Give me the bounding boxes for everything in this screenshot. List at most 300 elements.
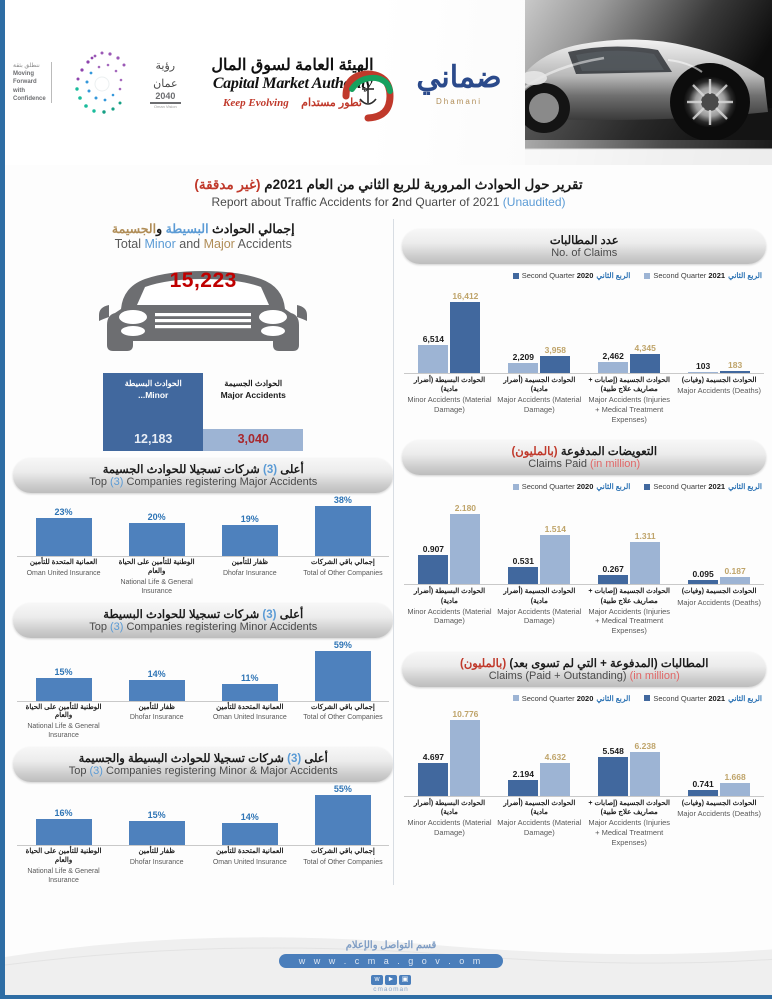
legend-swatch-2021 — [644, 695, 650, 701]
moving-forward-line2: with Confidence — [13, 87, 46, 102]
report-title-en-post: nd Quarter of 2021 — [398, 195, 503, 209]
x-tick-ar: الحوادث البسيطة (أضرار مادية) — [413, 799, 486, 816]
x-tick-en: Dhofar Insurance — [129, 859, 184, 867]
x-tick-ar: الحوادث الجسيمة (وفيات) — [681, 377, 757, 384]
footer-content — [5, 940, 772, 993]
legend-swatch-2020 — [513, 695, 519, 701]
x-tick-en: Minor Accidents (Material Damage) — [407, 818, 492, 837]
bar-value-label: 59% — [333, 639, 352, 650]
chart-x-axis — [404, 799, 764, 847]
bar-2021[interactable] — [688, 372, 718, 373]
bar-2020[interactable] — [540, 535, 570, 584]
x-tick-en: Major Accidents (Injuries + Medical Treatment Expenses) — [588, 606, 671, 636]
bar[interactable] — [129, 523, 185, 556]
report-title-ar-note: (غير مدققة) — [194, 177, 261, 192]
legend-label-2020-en: Second Quarter 2020 — [521, 693, 594, 703]
x-tick-ar: العمانية المتحدة للتأمين — [216, 703, 284, 711]
bar-2021[interactable] — [598, 575, 628, 584]
title-ar-main: المطالبات (المدفوعة + التي لم تسوى بعد) — [506, 657, 709, 670]
instagram-icon[interactable]: ▣ — [399, 975, 411, 985]
bar-2020[interactable] — [540, 763, 570, 796]
minor-accidents-caption — [103, 373, 203, 429]
chart-plot-area — [17, 495, 389, 557]
bar-column — [203, 784, 296, 845]
cma-name-en: Capital Market Authority — [212, 74, 373, 92]
bar-value-label-2020: 1.668 — [724, 771, 746, 782]
x-axis-tick — [110, 704, 203, 741]
bar[interactable] — [129, 821, 185, 845]
bar[interactable] — [129, 680, 185, 701]
x-tick-ar: الوطنية للتأمين على الحياة والعام — [118, 559, 195, 575]
title-en-main: Claims Paid — [528, 458, 591, 471]
bar-column — [17, 640, 110, 701]
major-accidents-block — [203, 373, 303, 451]
bar-item-2021 — [598, 705, 628, 796]
title-ar-num: (3) — [287, 753, 302, 766]
cma-tagline-en: Keep Evolving — [223, 96, 289, 109]
legend-item-2020[interactable] — [513, 271, 631, 280]
report-title-en-note: (Unaudited) — [502, 195, 566, 209]
x-tick-en: Dhofar Insurance — [222, 569, 277, 577]
x-tick-ar: الحوادث البسيطة (أضرار مادية) — [413, 588, 486, 605]
chart-title-en — [412, 670, 756, 682]
title-en-post: Companies registering Major Accidents — [123, 476, 318, 488]
title-en-main: No. of Claims — [551, 247, 618, 259]
bar-item-2021 — [418, 493, 448, 584]
legend-label-2020-ar: الربع الثاني — [596, 271, 631, 280]
legend-label-2020-ar: الربع الثاني — [596, 482, 631, 492]
header-banner — [5, 0, 772, 165]
x-tick-ar: ظفار للتأمين — [138, 703, 175, 711]
x-axis-tick — [404, 799, 494, 847]
bar-2021[interactable] — [688, 790, 718, 796]
title-ar-note: (بالمليون) — [511, 446, 558, 459]
grouped-bar-chart — [402, 266, 766, 424]
x-tick-en: Major Accidents (Injuries + Medical Treatment Expenses) — [588, 395, 671, 424]
right-chart-2 — [402, 440, 766, 635]
x-tick-ar: الحوادث الجسيمة (أضرار مادية) — [503, 377, 576, 394]
bar-value-label-2020: 3,958 — [544, 345, 566, 355]
bar-item-2021 — [688, 705, 718, 796]
title-ar-post: شركات تسجيلا للحوادث الجسيمة — [102, 464, 263, 476]
x-axis-tick — [203, 704, 296, 741]
bar[interactable] — [36, 518, 92, 556]
x-tick-en: Oman United Insurance — [26, 569, 101, 577]
title-en-main: Claims (Paid + Outstanding) — [488, 669, 630, 682]
x-tick-ar: ظفار للتأمين — [138, 848, 175, 856]
legend-label-2021-ar: الربع الثاني — [728, 693, 762, 703]
x-tick-ar: الوطنية للتأمين على الحياة والعام — [25, 703, 102, 720]
minor-major-split — [13, 373, 393, 451]
x-tick-en: Major Accidents (Deaths) — [677, 808, 761, 818]
bar-2020[interactable] — [450, 302, 480, 373]
legend-item-2021[interactable] — [644, 482, 762, 491]
bar-value-label: 11% — [241, 672, 259, 683]
footer-department: قسم التواصل والإعلام — [345, 940, 437, 951]
bar-2021[interactable] — [688, 580, 718, 584]
title-ar-post: شركات تسجيلا للحوادث البسيطة — [103, 608, 263, 621]
report-title-ar-main: تقرير حول الحوادث المرورية للربع الثاني من العام 2021م — [264, 177, 583, 192]
bar-value-label-2021: 103 — [695, 361, 711, 371]
chart-plot-area — [17, 784, 389, 846]
legend-swatch-2020 — [513, 273, 519, 279]
dhamani-logo — [404, 60, 514, 106]
oman-vision-2040-logo — [13, 40, 181, 126]
bar-value-label-2020: 183 — [727, 360, 743, 370]
left-chart-1 — [13, 458, 393, 596]
chart-plot-area — [17, 640, 389, 702]
bar[interactable] — [222, 525, 278, 556]
title-ar-num: (3) — [262, 464, 278, 476]
x-axis-tick — [17, 704, 110, 741]
report-title-en-bold: 2 — [392, 195, 399, 209]
total-ar-minor: البسيطة — [165, 222, 209, 236]
x-tick-en: Oman United Insurance — [212, 714, 287, 722]
major-label-en: Major Accidents — [220, 389, 286, 400]
title-ar-num: (3) — [262, 608, 277, 621]
bar-column — [203, 640, 296, 701]
legend-item-2020[interactable] — [513, 694, 631, 703]
total-accidents-heading — [13, 221, 393, 251]
chart-title-pill — [13, 458, 393, 493]
bar-value-label-2020: 4.632 — [544, 751, 566, 762]
bar-item-2021 — [598, 282, 628, 373]
bar[interactable] — [315, 795, 371, 845]
bar-2021[interactable] — [598, 757, 628, 796]
bar-2021[interactable] — [598, 362, 628, 373]
bar-value-label-2021: 5.548 — [602, 745, 624, 756]
right-charts-container — [402, 229, 766, 847]
right-chart-1 — [402, 229, 766, 424]
bar-item-2021 — [688, 493, 718, 584]
bar-item-2020 — [450, 282, 480, 373]
bar[interactable] — [315, 506, 371, 556]
legend-label-2021-ar: الربع الثاني — [728, 482, 762, 492]
right-column — [393, 219, 766, 885]
bar-value-label-2020: 0.187 — [724, 566, 746, 577]
title-en-pre: Top — [89, 620, 110, 633]
x-axis-tick — [584, 376, 674, 424]
legend-label-2021-en: Second Quarter 2021 — [653, 693, 726, 703]
bar-column — [296, 495, 389, 556]
x-tick-en: Major Accidents (Material Damage) — [497, 606, 582, 626]
x-tick-ar: إجمالي باقي الشركات — [311, 559, 375, 566]
x-axis-tick — [296, 848, 389, 885]
moving-forward-line1: Moving Forward — [13, 71, 37, 86]
x-axis-tick — [17, 559, 110, 596]
title-ar-main: عدد المطالبات — [549, 235, 619, 247]
x-axis-tick — [584, 799, 674, 847]
x-tick-en: Dhofar Insurance — [129, 714, 184, 722]
bar[interactable] — [222, 823, 278, 845]
bar-group — [404, 282, 494, 373]
vision-swirl-icon — [58, 40, 144, 126]
minor-label-ar: الحوادث البسيطة — [124, 379, 182, 388]
bar-value-label-2020: 1.311 — [634, 531, 656, 542]
bar-column — [296, 784, 389, 845]
legend-label-2021-en: Second Quarter 2021 — [653, 271, 726, 280]
bar-item-2021 — [508, 282, 538, 373]
chart-x-axis — [404, 376, 764, 424]
x-axis-tick — [296, 704, 389, 741]
cma-name-ar: الهيئة العامة لسوق المال — [211, 56, 374, 74]
bar-item-2020 — [540, 493, 570, 584]
total-en-1: Total — [114, 237, 145, 251]
chart-title-ar — [23, 751, 383, 765]
bar-group — [494, 282, 584, 373]
bar-item-2021 — [508, 705, 538, 796]
title-en-note: (in million) — [629, 669, 680, 682]
bar-item-2021 — [598, 493, 628, 584]
bar-group — [404, 493, 494, 584]
bar[interactable] — [36, 678, 92, 701]
chart-title-ar — [412, 233, 756, 247]
bar-item-2021 — [418, 282, 448, 373]
major-label-ar: الحوادث الجسيمة — [224, 379, 283, 388]
chart-title-ar — [23, 607, 383, 621]
major-accidents-value: 3,040 — [203, 429, 303, 451]
content-columns — [5, 217, 772, 885]
bar-value-label-2021: 4.697 — [422, 751, 445, 762]
x-tick-ar: العمانية المتحدة للتأمين — [216, 848, 284, 856]
bar-2020[interactable] — [450, 514, 480, 584]
bar[interactable] — [315, 651, 371, 701]
x-axis-tick — [110, 559, 203, 596]
logo-group — [5, 0, 525, 165]
bar[interactable] — [36, 819, 92, 845]
bar-2021[interactable] — [418, 345, 448, 373]
chart-title-ar — [23, 462, 383, 476]
bar-value-label-2020: 10.776 — [452, 708, 479, 719]
x-tick-en: Oman United Insurance — [212, 859, 287, 867]
x-axis-tick — [203, 848, 296, 885]
youtube-icon[interactable]: ► — [385, 975, 397, 985]
x-tick-en: National Life & General Insurance — [120, 578, 193, 595]
bar-value-label-2020: 6.238 — [634, 740, 656, 751]
oman-emblem-icon — [338, 69, 396, 123]
bar-value-label-2021: 6,514 — [422, 334, 445, 344]
cma-tagline-ar: تطور مستدام — [301, 96, 362, 109]
bar-column — [203, 495, 296, 556]
legend-label-2020-en: Second Quarter 2020 — [521, 271, 594, 280]
x-axis-tick — [674, 799, 764, 847]
chart-title-en — [412, 458, 756, 470]
x-tick-en: Minor Accidents (Material Damage) — [407, 606, 492, 626]
bar-2020[interactable] — [630, 354, 660, 373]
bar-item-2020 — [630, 493, 660, 584]
legend-swatch-2021 — [644, 273, 650, 279]
major-accidents-caption — [203, 373, 303, 429]
footer-handle: cmaoman — [373, 986, 409, 993]
bar-item-2020 — [540, 282, 570, 373]
bar-column — [17, 784, 110, 845]
left-charts-container — [13, 458, 393, 885]
x-tick-ar: الحوادث الجسيمة (إصابات + مصاريف علاج طبية) — [588, 377, 670, 394]
bar-value-label-2021: 2,462 — [602, 351, 624, 361]
bar-2021[interactable] — [418, 763, 448, 796]
bar-value-label: 20% — [147, 512, 166, 522]
x-axis-tick — [584, 587, 674, 635]
bar-chart — [13, 784, 393, 885]
bar-item-2021 — [688, 282, 718, 373]
bar-item-2021 — [418, 705, 448, 796]
x-tick-en: Major Accidents (Material Damage) — [497, 818, 582, 837]
x-tick-ar: العمانية المتحدة للتأمين — [29, 559, 98, 566]
bar-item-2020 — [720, 282, 750, 373]
bar-column — [110, 640, 203, 701]
chart-plot-area — [404, 282, 764, 374]
total-en-minor: Minor — [144, 237, 176, 251]
x-axis-tick — [404, 587, 494, 635]
x-tick-en: Minor Accidents (Material Damage) — [407, 395, 492, 414]
bar-value-label-2020: 16,412 — [452, 291, 479, 301]
chart-x-axis — [17, 848, 389, 885]
minor-accidents-value: 12,183 — [103, 429, 203, 451]
chart-x-axis — [404, 587, 764, 635]
bar-value-label-2021: 2,209 — [512, 352, 534, 362]
bar-value-label: 14% — [147, 668, 166, 679]
x-tick-en: National Life & General Insurance — [27, 867, 100, 884]
bar-item-2020 — [450, 493, 480, 584]
bar-2021[interactable] — [508, 363, 538, 373]
total-accidents-heading-en — [13, 237, 393, 251]
bar-2020[interactable] — [450, 720, 480, 796]
x-tick-ar: الحوادث الجسيمة (أضرار مادية) — [503, 799, 576, 816]
bar-value-label-2020: 2.180 — [454, 503, 477, 514]
chart-plot-area — [404, 705, 764, 797]
title-ar-pre: أعلى — [277, 464, 304, 476]
legend-item-2021[interactable] — [644, 271, 762, 280]
chart-title-pill — [402, 229, 766, 264]
x-axis-tick — [110, 848, 203, 885]
legend-label-2020-ar: الربع الثاني — [596, 693, 631, 703]
bar-item-2020 — [450, 705, 480, 796]
bar[interactable] — [222, 684, 278, 701]
chart-legend — [404, 482, 762, 491]
legend-label-2020-en: Second Quarter 2020 — [521, 482, 594, 492]
bar-value-label: 15% — [147, 810, 166, 821]
title-en-pre: Top — [68, 765, 90, 778]
footer-website-link[interactable]: w w w . c m a . g o v . o m — [279, 954, 504, 968]
title-ar-main: التعويضات المدفوعة — [557, 446, 658, 459]
chart-title-pill — [13, 603, 393, 638]
bar-column — [17, 495, 110, 556]
bar-value-label: 23% — [54, 507, 73, 517]
x-tick-en: Total of Other Companies — [303, 859, 383, 867]
footer-social-icons — [5, 968, 772, 986]
x-tick-en: Major Accidents (Material Damage) — [497, 395, 582, 414]
bar-value-label-2021: 0.741 — [692, 778, 714, 789]
x-axis-tick — [494, 587, 584, 635]
bar-2021[interactable] — [418, 555, 448, 584]
vision-sub: Oman Vision — [153, 103, 177, 109]
total-accidents-value: 15,223 — [169, 269, 237, 292]
x-tick-en: Major Accidents (Deaths) — [677, 597, 761, 607]
dhamani-ar: ضماني — [416, 60, 502, 94]
bar-value-label: 55% — [333, 784, 352, 795]
chart-title-pill — [402, 440, 766, 475]
title-en-num: (3) — [110, 620, 124, 633]
title-ar-note: (بالمليون) — [460, 657, 507, 670]
right-chart-3 — [402, 652, 766, 847]
left-chart-3 — [13, 747, 393, 885]
bar-column — [110, 495, 203, 556]
legend-item-2021[interactable] — [644, 694, 762, 703]
legend-swatch-2020 — [513, 484, 519, 490]
legend-label-2021-en: Second Quarter 2021 — [653, 482, 726, 492]
chart-legend — [404, 271, 762, 280]
grouped-bar-chart — [402, 477, 766, 635]
x-axis-tick — [674, 587, 764, 635]
bar-group — [494, 493, 584, 584]
x-tick-ar: الحوادث البسيطة (أضرار مادية) — [413, 377, 486, 394]
total-accidents-heading-ar — [13, 221, 393, 236]
bar-2020[interactable] — [540, 356, 570, 373]
minor-accidents-block — [103, 373, 203, 451]
bar-value-label: 16% — [54, 808, 73, 819]
bar-item-2020 — [630, 705, 660, 796]
bar-chart — [13, 640, 393, 741]
bar-value-label-2021: 0.531 — [512, 556, 534, 567]
bar-group — [404, 705, 494, 796]
x-axis-tick — [17, 848, 110, 885]
legend-label-2021-ar: الربع الثاني — [728, 271, 762, 280]
bar-2021[interactable] — [508, 567, 538, 584]
bar-item-2020 — [720, 705, 750, 796]
moving-forward-ar: ننطلق بثقة — [13, 63, 40, 70]
chart-title-en — [23, 765, 383, 777]
bar-2021[interactable] — [508, 780, 538, 796]
bar-2020[interactable] — [720, 371, 750, 373]
legend-item-2020[interactable] — [513, 482, 631, 491]
left-chart-2 — [13, 603, 393, 741]
bar-2020[interactable] — [630, 752, 660, 796]
bar-2020[interactable] — [720, 577, 750, 584]
twitter-icon[interactable]: w — [371, 975, 383, 985]
bar-group — [584, 282, 674, 373]
chart-title-pill — [13, 747, 393, 782]
report-title-en-pre: Report about Traffic Accidents for — [211, 195, 393, 209]
bar-2020[interactable] — [630, 542, 660, 584]
bar-value-label-2020: 4,345 — [634, 343, 656, 353]
chart-title-pill — [402, 652, 766, 687]
bar-column — [296, 640, 389, 701]
left-column — [13, 219, 393, 885]
moving-forward-tagline — [13, 62, 52, 102]
x-axis-tick — [203, 559, 296, 596]
bar-item-2021 — [508, 493, 538, 584]
bar-group — [494, 705, 584, 796]
vision-ar-label: رؤية عمان — [153, 60, 178, 91]
x-tick-en: Major Accidents (Injuries + Medical Treatment Expenses) — [588, 818, 671, 847]
chart-x-axis — [17, 704, 389, 741]
bar-2020[interactable] — [720, 783, 750, 796]
x-axis-tick — [494, 799, 584, 847]
chart-legend — [404, 694, 762, 703]
report-title-ar — [45, 177, 732, 193]
title-en-note: (in million) — [590, 458, 641, 471]
title-en-num: (3) — [110, 476, 124, 488]
bar-group — [584, 705, 674, 796]
x-tick-ar: الحوادث الجسيمة (أضرار مادية) — [503, 588, 576, 605]
minor-label-en: ...Minor — [138, 389, 169, 400]
title-en-post: Companies registering Minor Accidents — [123, 620, 318, 633]
vision-year: 2040 — [150, 92, 181, 104]
grouped-bar-chart — [402, 689, 766, 847]
bar-value-label: 38% — [333, 495, 352, 505]
x-tick-ar: ظفار للتأمين — [231, 559, 269, 566]
bar-chart — [13, 495, 393, 596]
